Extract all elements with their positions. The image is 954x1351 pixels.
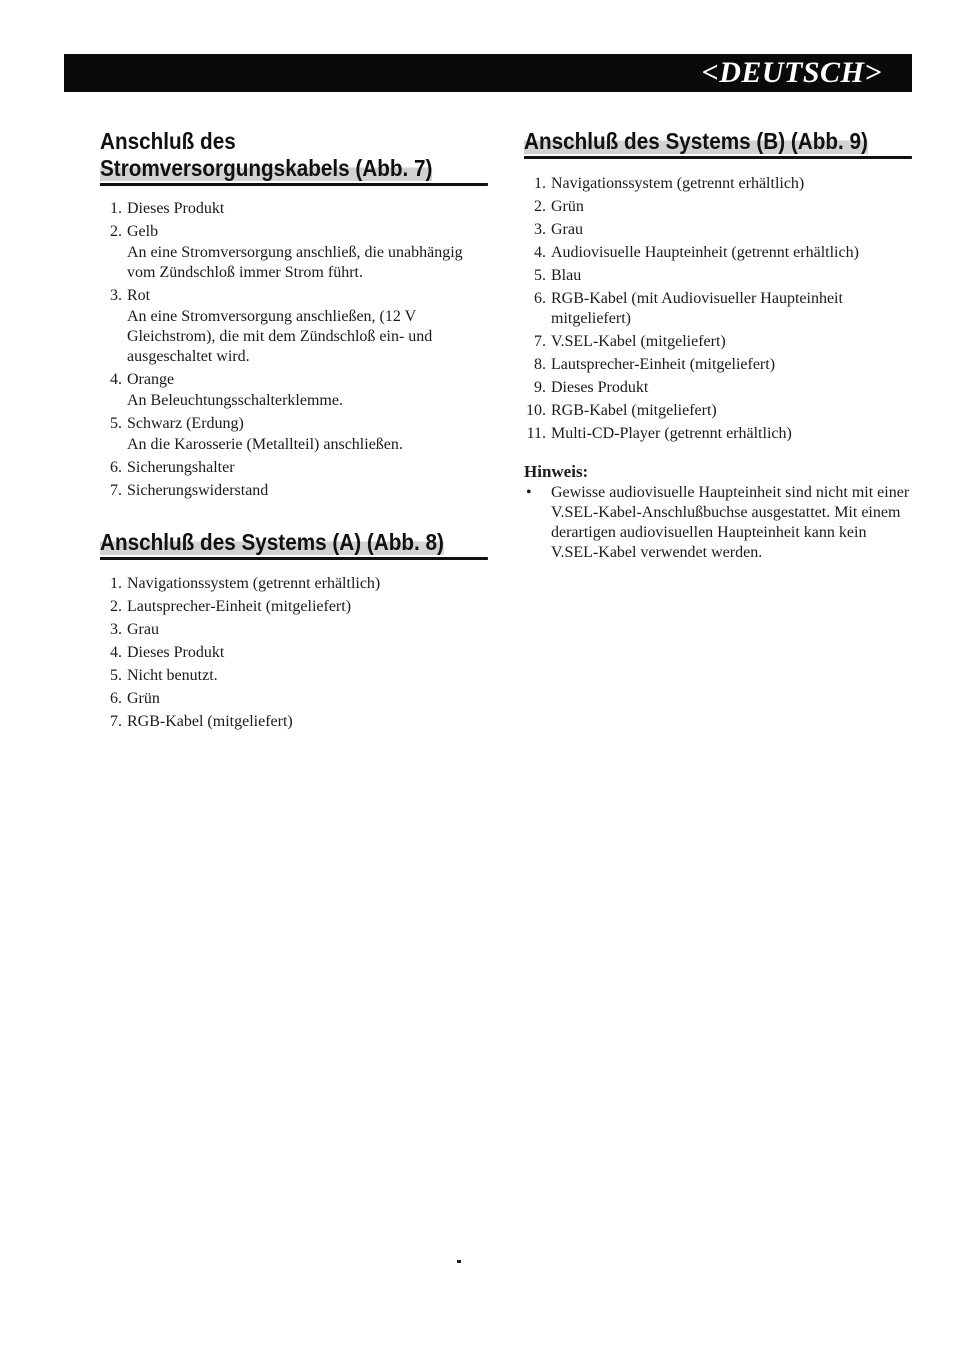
item-label: Dieses Produkt: [127, 644, 225, 661]
item-number: 2.: [534, 198, 546, 215]
item-number: 1.: [110, 200, 122, 217]
item-description: An eine Stromversorgung anschließen, (12 V Gleichstrom), die mit dem Zündschloß ein- und ausgeschaltet wird.: [127, 308, 433, 365]
banner-title: <DEUTSCH>: [701, 56, 882, 89]
item-label: Gelb: [127, 223, 159, 240]
item-number: 7.: [110, 713, 122, 730]
list-item: [100, 597, 488, 617]
item-label: Navigationssystem (getrennt erhältlich): [551, 175, 805, 192]
item-description: An eine Stromversorgung anschließ, die unabhängig vom Zündschloß immer Strom führt.: [127, 244, 463, 281]
item-label: Navigationssystem (getrennt erhältlich): [127, 575, 381, 592]
left-column: [100, 128, 488, 735]
item-label: V.SEL-Kabel (mitgeliefert): [551, 333, 726, 350]
item-number: 10.: [526, 402, 546, 419]
item-number: 1.: [110, 575, 122, 592]
item-number: 2.: [110, 223, 122, 240]
list-item: [100, 574, 488, 594]
list-item: [100, 414, 488, 455]
item-label: RGB-Kabel (mitgeliefert): [551, 402, 717, 419]
item-number: 4.: [110, 371, 122, 388]
item-label: Audiovisuelle Haupteinheit (getrennt erhältlich): [551, 244, 859, 261]
page-mark: [457, 1260, 461, 1263]
list-item: [524, 220, 912, 240]
item-number: 9.: [534, 379, 546, 396]
item-number: 6.: [110, 459, 122, 476]
item-number: 5.: [110, 415, 122, 432]
item-description: An die Karosserie (Metallteil) anschließen.: [127, 436, 403, 453]
item-number: 8.: [534, 356, 546, 373]
list-item: [524, 355, 912, 375]
item-label: Lautsprecher-Einheit (mitgeliefert): [551, 356, 776, 373]
list-item: [100, 481, 488, 501]
list-item: [100, 222, 488, 283]
item-number: 1.: [534, 175, 546, 192]
item-number: 7.: [534, 333, 546, 350]
item-number: 11.: [526, 425, 546, 442]
list-item: [100, 370, 488, 411]
item-label: Grau: [551, 221, 583, 238]
item-label: Grau: [127, 621, 159, 638]
power-heading-line2: Stromversorgungskabels (Abb. 7): [100, 155, 433, 181]
system-b-list: [524, 174, 912, 444]
note-title: Hinweis:: [524, 462, 589, 481]
item-number: 3.: [110, 621, 122, 638]
list-item: [100, 199, 488, 219]
item-label: Blau: [551, 267, 582, 284]
item-number: 5.: [110, 667, 122, 684]
item-number: 6.: [110, 690, 122, 707]
list-item: [524, 197, 912, 217]
power-heading-line1: Anschluß des: [100, 128, 236, 154]
system-a-heading-text: Anschluß des Systems (A) (Abb. 8): [100, 529, 444, 555]
list-item: [100, 286, 488, 367]
item-label: Sicherungshalter: [127, 459, 235, 476]
item-label: Nicht benutzt.: [127, 667, 218, 684]
item-label: Orange: [127, 371, 175, 388]
note-list: [524, 483, 912, 563]
power-cable-list: [100, 199, 488, 501]
list-item: [524, 174, 912, 194]
item-label: Grün: [127, 690, 160, 707]
list-item: [100, 712, 488, 732]
list-item: [100, 643, 488, 663]
item-label: RGB-Kabel (mitgeliefert): [127, 713, 293, 730]
item-label: Rot: [127, 287, 151, 304]
list-item: [100, 620, 488, 640]
item-label: Sicherungswiderstand: [127, 482, 269, 499]
power-cable-heading: [100, 128, 488, 186]
item-number: 6.: [534, 290, 546, 307]
item-number: 2.: [110, 598, 122, 615]
item-number: 4.: [534, 244, 546, 261]
system-b-heading-text: Anschluß des Systems (B) (Abb. 9): [524, 128, 868, 154]
item-label: Schwarz (Erdung): [127, 415, 244, 432]
list-item: [524, 401, 912, 421]
item-label: RGB-Kabel (mit Audiovisueller Haupteinheit mitgeliefert): [551, 290, 843, 327]
system-a-list: [100, 574, 488, 732]
item-label: Lautsprecher-Einheit (mitgeliefert): [127, 598, 352, 615]
item-label: Dieses Produkt: [551, 379, 649, 396]
list-item: [100, 666, 488, 686]
note-text: Gewisse audiovisuelle Haupteinheit sind nicht mit einer V.SEL-Kabel-Anschlußbuchse ausgestattet. Mit einem derartigen audiovisuellen Haupteinheit kann kein V.SEL-Kabel verwendet werden.: [551, 484, 910, 561]
system-a-heading: [100, 529, 488, 560]
list-item: [100, 689, 488, 709]
item-label: Multi-CD-Player (getrennt erhältlich): [551, 425, 792, 442]
right-column: [524, 128, 912, 563]
note-item: [524, 483, 912, 563]
list-item: [524, 266, 912, 286]
list-item: [524, 289, 912, 329]
item-description: An Beleuchtungsschalterklemme.: [127, 392, 343, 409]
item-label: Dieses Produkt: [127, 200, 225, 217]
item-label: Grün: [551, 198, 584, 215]
item-number: 4.: [110, 644, 122, 661]
list-item: [524, 378, 912, 398]
list-item: [524, 332, 912, 352]
list-item: [524, 243, 912, 263]
item-number: 3.: [534, 221, 546, 238]
item-number: 3.: [110, 287, 122, 304]
list-item: [100, 458, 488, 478]
list-item: [524, 424, 912, 444]
note-bullet: •: [526, 484, 532, 501]
item-number: 7.: [110, 482, 122, 499]
system-b-heading: [524, 128, 912, 159]
item-number: 5.: [534, 267, 546, 284]
language-banner: [64, 54, 912, 92]
